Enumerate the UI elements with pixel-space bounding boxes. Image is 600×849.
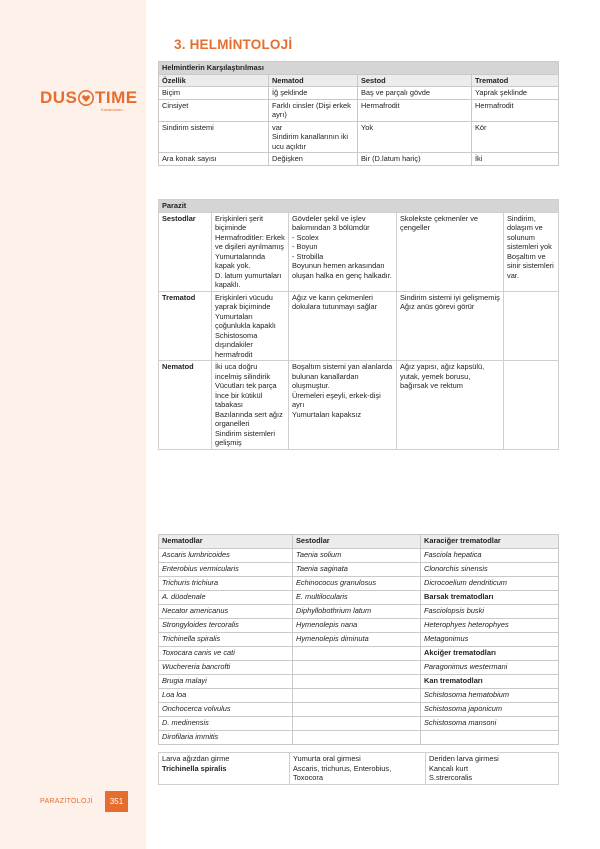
table-cell xyxy=(159,753,290,785)
table-cell xyxy=(504,361,559,450)
table-cell xyxy=(504,291,559,361)
table-row xyxy=(159,121,559,153)
species-cell: Schistosoma hematobium xyxy=(421,689,559,703)
species-cell: Heterophyes heterophyes xyxy=(421,619,559,633)
species-cell: Loa loa xyxy=(159,689,293,703)
species-cell: Necator americanus xyxy=(159,605,293,619)
logo-text-right: TIME xyxy=(95,88,138,107)
species-cell: Trichinella spiralis xyxy=(159,633,293,647)
species-cell: Fasciolopsis buski xyxy=(421,605,559,619)
table-row xyxy=(159,619,559,633)
table-row xyxy=(159,661,559,675)
page-number: 351 xyxy=(105,791,128,812)
species-cell: Taenia solium xyxy=(293,549,421,563)
species-cell xyxy=(293,675,421,689)
logo-text-left: DUS xyxy=(40,88,78,107)
parasite-name: Trematod xyxy=(159,291,212,361)
table-row xyxy=(159,577,559,591)
table-cell: Ara konak sayısı xyxy=(159,153,269,166)
species-header-row xyxy=(159,535,559,549)
sidebar xyxy=(0,0,146,849)
table-row xyxy=(159,717,559,731)
species-cell xyxy=(293,717,421,731)
species-cell: Paragonimus westermani xyxy=(421,661,559,675)
table-row xyxy=(159,212,559,291)
table-cell: Cinsiyet xyxy=(159,99,269,121)
species-cell: Wuchereria bancrofti xyxy=(159,661,293,675)
table-cell: Yok xyxy=(358,121,472,153)
header-cell: Nematodlar xyxy=(159,535,293,549)
species-cell: Barsak trematodları xyxy=(421,591,559,605)
header-cell: Karaciğer trematodlar xyxy=(421,535,559,549)
header-cell: Sestodlar xyxy=(293,535,421,549)
table-row xyxy=(159,549,559,563)
parasite-name: Nematod xyxy=(159,361,212,450)
table-cell: Sindirim sistemi iyi gelişmemiş Ağız anüs görevi görür xyxy=(397,291,504,361)
comparison-table xyxy=(158,61,559,166)
table-row xyxy=(159,563,559,577)
species-cell: Dirofilaria immitis xyxy=(159,731,293,745)
parasite-table xyxy=(158,199,559,450)
species-cell: Brugia malayi xyxy=(159,675,293,689)
table-cell: Değişken xyxy=(269,153,358,166)
table-cell: Biçim xyxy=(159,87,269,100)
table-row xyxy=(159,591,559,605)
table-row xyxy=(159,605,559,619)
table-cell xyxy=(290,753,426,785)
species-cell: E. multilocularis xyxy=(293,591,421,605)
table-cell: Bir (D.latum hariç) xyxy=(358,153,472,166)
species-cell: Schistosoma japonicum xyxy=(421,703,559,717)
entry-species: Trichinella spiralis xyxy=(162,763,227,773)
table-cell: Sindirim sistemi xyxy=(159,121,269,153)
species-cell: A. düodenale xyxy=(159,591,293,605)
table-cell: İki xyxy=(472,153,559,166)
table-row xyxy=(159,689,559,703)
species-cell: Taenia saginata xyxy=(293,563,421,577)
table-row xyxy=(159,633,559,647)
logo-tagline: Kazanduran... xyxy=(101,107,126,112)
species-cell: Dicrocoelium dendriticum xyxy=(421,577,559,591)
species-cell: Strongyloides tercoralis xyxy=(159,619,293,633)
table-cell: Ağız yapısı, ağız kapsülü, yutak, yemek borusu, bağırsak ve rektum xyxy=(397,361,504,450)
species-cell: Diphyllobothrium latum xyxy=(293,605,421,619)
table-cell: Farklı cinsler (Dişi erkek ayrı) xyxy=(269,99,358,121)
table-cell: Hermafrodit xyxy=(472,99,559,121)
entry-route-table xyxy=(158,752,559,785)
species-cell: Ascaris lumbricoides xyxy=(159,549,293,563)
table-row xyxy=(159,99,559,121)
tooth-heart-icon xyxy=(78,90,94,106)
table-row xyxy=(159,361,559,450)
table-cell: Erişkinleri vücudu yaprak biçiminde Yumurtaları çoğunlukla kapaklı Schistosoma dışındakiler hermafrodit xyxy=(212,291,289,361)
brand-logo xyxy=(40,88,138,114)
entry-species: Kancalı kurt xyxy=(429,763,469,773)
header-cell: Trematod xyxy=(472,74,559,87)
parasite-title: Parazit xyxy=(159,200,559,213)
species-cell: D. medinensis xyxy=(159,717,293,731)
table-cell: Boşaltım sistemi yan alanlarda bulunan kanallardan oluşmuştur. Üremeleri eşeyli, erkek-dişi ayrı Yumurtaları kapaksız xyxy=(289,361,397,450)
table-cell: Yaprak şeklinde xyxy=(472,87,559,100)
table-cell: Kör xyxy=(472,121,559,153)
comparison-header-row xyxy=(159,74,559,87)
species-cell: Onchocerca volvulus xyxy=(159,703,293,717)
species-cell: Hymenolepis nana xyxy=(293,619,421,633)
table-cell: Ağız ve karın çekmenleri dokulara tutunmayı sağlar xyxy=(289,291,397,361)
table-row xyxy=(159,87,559,100)
species-cell: Enterobius vermicularis xyxy=(159,563,293,577)
table-row xyxy=(159,291,559,361)
species-cell: Hymenolepis diminuta xyxy=(293,633,421,647)
species-cell: Echinococus granulosus xyxy=(293,577,421,591)
table-row xyxy=(159,675,559,689)
species-cell: Akciğer trematodları xyxy=(421,647,559,661)
species-cell: Metagonimus xyxy=(421,633,559,647)
table-cell: Erişkinleri şerit biçiminde Hermafroditler: Erkek ve dişileri ayrılmamış Yumurtalarında kapak yok. D. latum yumurtaları kapaklı. xyxy=(212,212,289,291)
species-body xyxy=(159,549,559,745)
entry-species: S.strercoralis xyxy=(429,773,473,782)
table-row xyxy=(159,731,559,745)
table-row xyxy=(159,647,559,661)
species-cell: Fasciola hepatica xyxy=(421,549,559,563)
species-cell: Schistosoma mansoni xyxy=(421,717,559,731)
species-cell xyxy=(293,647,421,661)
comparison-title: Helmintlerin Karşılaştırılması xyxy=(159,62,559,75)
species-cell xyxy=(421,731,559,745)
species-cell xyxy=(293,703,421,717)
species-cell xyxy=(293,731,421,745)
table-row xyxy=(159,703,559,717)
entry-route: Yumurta oral girmesi xyxy=(293,754,361,763)
table-cell: var Sindirim kanallarının iki ucu açıktır xyxy=(269,121,358,153)
header-cell: Nematod xyxy=(269,74,358,87)
species-cell: Toxocara canis ve cati xyxy=(159,647,293,661)
table-cell: Gövdeler şekil ve işlev bakımından 3 bölümdür - Scolex - Boyun - Strobilla Boyunun hemen arkasından oluşan halka en genç halkadır. xyxy=(289,212,397,291)
table-cell: İki uca doğru incelmiş silindirik Vücutları tek parça İnce bir kütikül tabakası Bazılarında sert ağız organelleri Sindirim sistemleri gelişmiş xyxy=(212,361,289,450)
table-cell xyxy=(426,753,559,785)
species-cell: Kan trematodları xyxy=(421,675,559,689)
table-cell: Sindirim, dolaşım ve solunum sistemleri yok Boşaltım ve sinir sistemleri var. xyxy=(504,212,559,291)
entry-route: Larva ağızdan girme xyxy=(162,754,230,763)
header-cell: Özellik xyxy=(159,74,269,87)
table-cell: Skolekste çekmenler ve çengeller xyxy=(397,212,504,291)
entry-species: Ascaris, trichurus, Enterobius, Toxocora xyxy=(293,763,392,782)
species-cell: Trichuris trichiura xyxy=(159,577,293,591)
section-title: 3. HELMİNTOLOJİ xyxy=(174,37,293,52)
species-table xyxy=(158,534,559,745)
table-cell: İğ şeklinde xyxy=(269,87,358,100)
header-cell: Sestod xyxy=(358,74,472,87)
entry-route: Deriden larva girmesi xyxy=(429,754,499,763)
parasite-name: Sestodlar xyxy=(159,212,212,291)
species-cell xyxy=(293,689,421,703)
species-cell xyxy=(293,661,421,675)
footer-section-label: PARAZİTOLOJİ xyxy=(40,798,93,805)
table-row xyxy=(159,153,559,166)
table-cell: Baş ve parçalı gövde xyxy=(358,87,472,100)
species-cell: Clonorchis sinensis xyxy=(421,563,559,577)
table-row xyxy=(159,753,559,785)
table-cell: Hermafrodit xyxy=(358,99,472,121)
